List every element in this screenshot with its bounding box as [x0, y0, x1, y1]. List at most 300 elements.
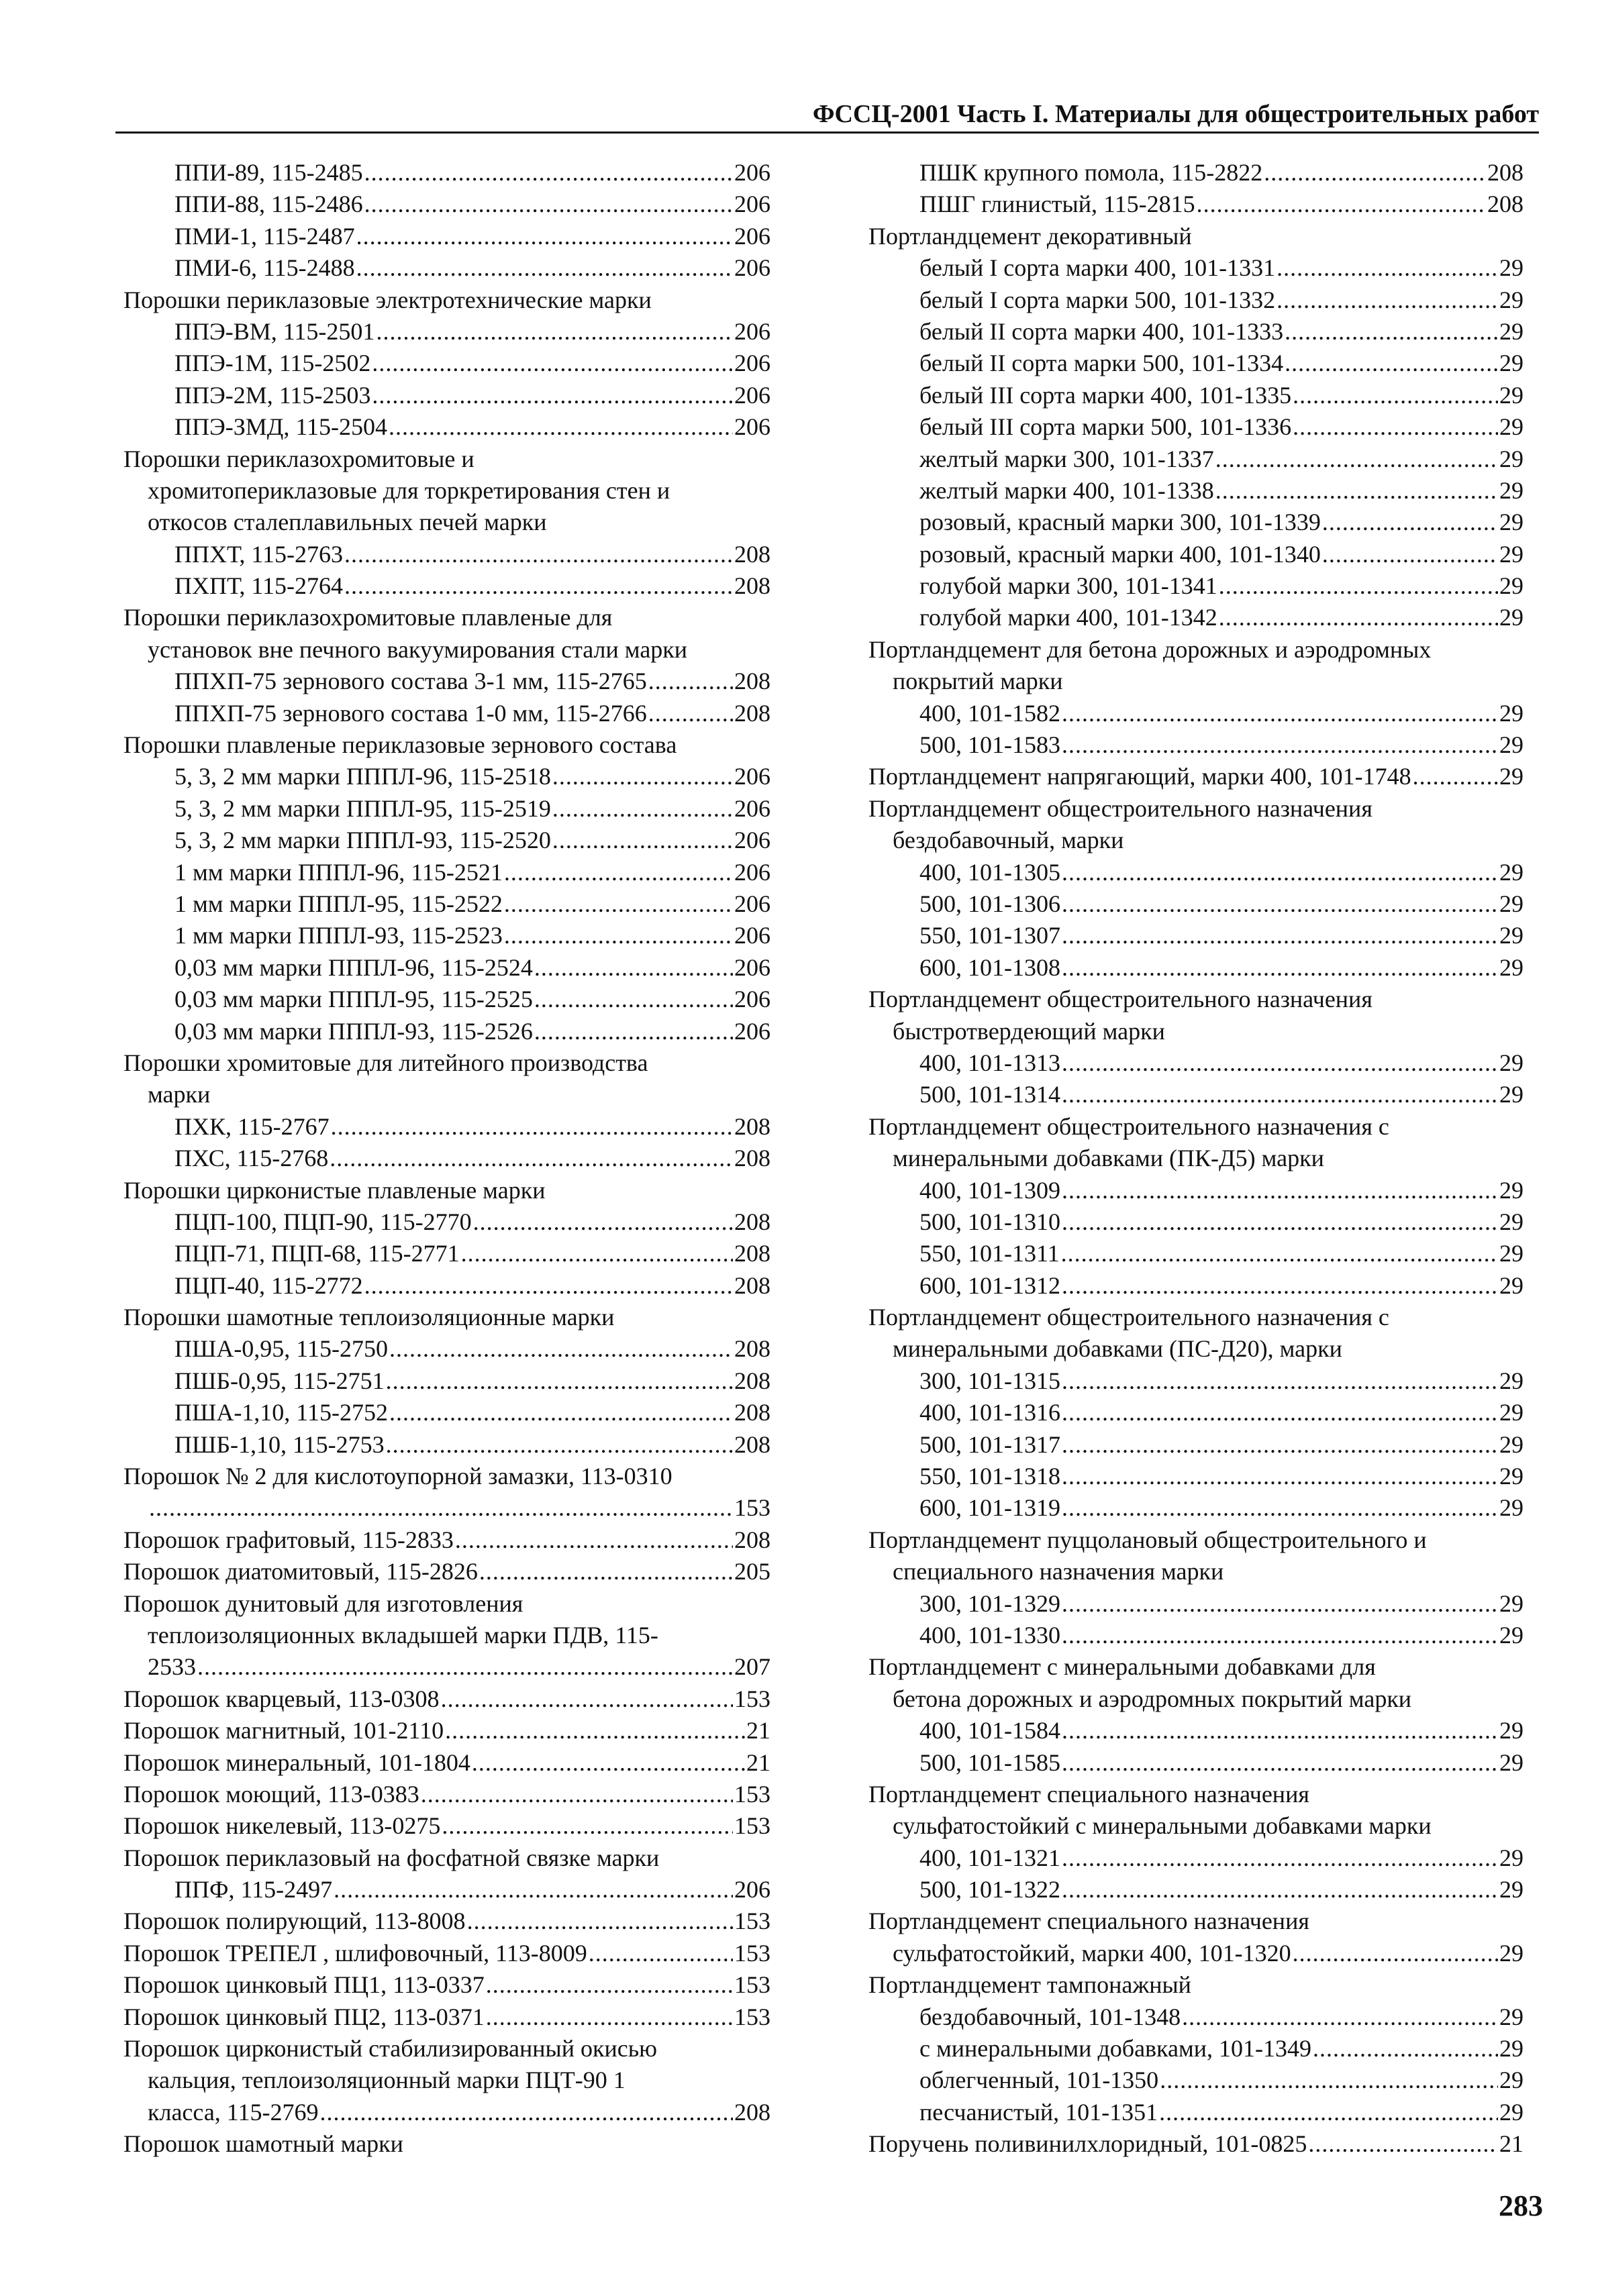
index-entry — [866, 857, 1524, 888]
dot-leader — [1062, 1047, 1498, 1079]
entry-text: ПМИ-6, 115-2488 — [174, 254, 355, 282]
entry-page-number: 29 — [1499, 2098, 1524, 2126]
index-entry — [121, 252, 770, 284]
entry-page-number: 206 — [734, 191, 770, 218]
dot-leader — [364, 189, 733, 220]
index-entry — [866, 189, 1524, 220]
entry-text: 0,03 мм марки ПППЛ-93, 115-2526 — [174, 1017, 533, 1045]
entry-page-number: 29 — [1499, 286, 1524, 313]
dot-leader — [1062, 888, 1498, 920]
index-entry — [866, 252, 1524, 284]
dot-leader — [1062, 1492, 1498, 1524]
entry-page-number: 208 — [734, 1112, 770, 1140]
dot-leader — [389, 1333, 733, 1365]
entry-text: Порошок шамотный марки — [123, 2130, 403, 2158]
entry-page-number: 29 — [1499, 1717, 1524, 1744]
entry-text: белый I сорта марки 400, 101-1331 — [919, 254, 1276, 282]
entry-page-number: 29 — [1499, 922, 1524, 949]
entry-text: Портландцемент специального назначения — [868, 1780, 1309, 1808]
index-entry — [121, 1810, 770, 1842]
index-entry — [866, 1238, 1524, 1269]
entry-text: марки — [148, 1081, 211, 1108]
entry-text: белый III сорта марки 400, 101-1335 — [919, 381, 1292, 409]
index-entry — [866, 1365, 1524, 1397]
entry-text: Порошки цирконистые плавленые марки — [123, 1176, 546, 1204]
index-heading — [866, 1779, 1524, 1810]
index-entry — [121, 1206, 770, 1238]
entry-text: 550, 101-1311 — [919, 1240, 1060, 1267]
dot-leader — [589, 1938, 733, 1969]
entry-page-number: 208 — [734, 1208, 770, 1235]
dot-leader — [344, 539, 733, 570]
entry-text: 400, 101-1305 — [919, 858, 1060, 886]
dot-leader — [389, 1397, 733, 1428]
index-entry — [121, 1938, 770, 1969]
entry-page-number: 29 — [1499, 2035, 1524, 2063]
dot-leader — [1062, 1175, 1498, 1206]
index-entry — [121, 221, 770, 252]
entry-page-number: 21 — [1499, 2130, 1524, 2158]
dot-leader — [534, 984, 733, 1015]
index-entry — [121, 1556, 770, 1587]
index-entry — [866, 1715, 1524, 1746]
entry-text: Порошок диатомитовый, 115-2826 — [123, 1558, 478, 1585]
index-heading — [121, 1047, 770, 1079]
entry-text: Порошок № 2 для кислотоупорной замазки, 113-0310 — [123, 1463, 672, 1490]
dot-leader — [1285, 348, 1498, 379]
index-entry — [121, 1683, 770, 1715]
dot-leader — [648, 666, 733, 697]
entry-text: класса, 115-2769 — [148, 2098, 319, 2126]
dot-leader — [1322, 539, 1498, 570]
entry-page-number: 29 — [1499, 858, 1524, 886]
dot-leader — [442, 1810, 733, 1842]
entry-text: 0,03 мм марки ПППЛ-96, 115-2524 — [174, 953, 533, 981]
dot-leader — [504, 920, 733, 951]
entry-text: Порошок цирконистый стабилизированный окисью — [123, 2035, 658, 2063]
index-heading — [866, 825, 1524, 856]
entry-page-number: 29 — [1499, 731, 1524, 759]
dot-leader — [552, 761, 733, 792]
index-entry — [866, 1620, 1524, 1651]
dot-leader — [356, 252, 733, 284]
entry-text: ПЦП-71, ПЦП-68, 115-2771 — [174, 1240, 460, 1267]
entry-page-number: 29 — [1499, 2003, 1524, 2030]
dot-leader — [1062, 1461, 1498, 1492]
index-entry — [121, 1524, 770, 1556]
entry-page-number: 208 — [734, 1271, 770, 1299]
index-heading — [866, 634, 1524, 666]
entry-page-number: 206 — [734, 159, 770, 186]
index-entry — [866, 443, 1524, 475]
index-entry — [121, 920, 770, 951]
index-entry — [121, 952, 770, 984]
entry-page-number: 208 — [734, 1145, 770, 1172]
dot-leader — [356, 221, 733, 252]
entry-text: Порошок магнитный, 101-2110 — [123, 1717, 444, 1744]
entry-page-number: 21 — [746, 1717, 770, 1744]
dot-leader — [473, 1206, 733, 1238]
dot-leader — [1182, 2001, 1498, 2033]
index-entry — [121, 2097, 770, 2128]
entry-page-number: 29 — [1499, 1176, 1524, 1204]
dot-leader — [319, 2097, 733, 2128]
index-entry — [866, 2065, 1524, 2096]
dot-leader — [386, 1429, 733, 1461]
entry-text: 400, 101-1330 — [919, 1621, 1060, 1649]
entry-page-number: 206 — [734, 222, 770, 250]
entry-page-number: 206 — [734, 254, 770, 282]
entry-page-number: 153 — [734, 1939, 770, 1967]
index-heading — [866, 1556, 1524, 1587]
index-entry — [866, 729, 1524, 761]
index-entry — [121, 793, 770, 825]
entry-text: ПША-0,95, 115-2750 — [174, 1335, 388, 1363]
entry-page-number: 153 — [734, 2003, 770, 2030]
dot-leader — [331, 1111, 733, 1143]
entry-page-number: 207 — [734, 1653, 770, 1681]
dot-leader — [1062, 698, 1498, 729]
index-entry — [121, 984, 770, 1015]
entry-text: бездобавочный, марки — [893, 827, 1124, 854]
entry-page-number: 29 — [1499, 1876, 1524, 1903]
entry-page-number: 153 — [734, 1971, 770, 1999]
entry-text: Порошок минеральный, 101-1804 — [123, 1749, 470, 1776]
entry-page-number: 208 — [734, 1335, 770, 1363]
entry-text: ППЭ-2М, 115-2503 — [174, 381, 371, 409]
entry-text: Порошки хромитовые для литейного производства — [123, 1049, 648, 1076]
index-entry — [866, 570, 1524, 602]
entry-text: Портландцемент общестроительного назначения с — [868, 1304, 1389, 1331]
index-entry — [121, 1333, 770, 1365]
entry-text: сульфатостойкий с минеральными добавками марки — [893, 1812, 1432, 1840]
index-entry — [866, 1397, 1524, 1428]
entry-page-number: 29 — [1499, 1430, 1524, 1458]
dot-leader — [1322, 507, 1498, 538]
index-entry — [866, 761, 1524, 792]
entry-text: Портландцемент для бетона дорожных и аэродромных — [868, 635, 1432, 663]
index-heading — [121, 1302, 770, 1333]
entry-text: минеральными добавками (ПК-Д5) марки — [893, 1145, 1324, 1172]
index-heading — [121, 1079, 770, 1110]
dot-leader — [1062, 1874, 1498, 1906]
entry-page-number: 29 — [1499, 1208, 1524, 1235]
index-entry — [121, 825, 770, 856]
index-heading — [866, 1333, 1524, 1365]
dot-leader — [1313, 2033, 1498, 2065]
index-heading — [866, 1143, 1524, 1174]
entry-page-number: 29 — [1499, 1271, 1524, 1299]
entry-text: Портландцемент специального назначения — [868, 1908, 1309, 1935]
entry-page-number: 29 — [1499, 381, 1524, 409]
entry-page-number: 205 — [734, 1558, 770, 1585]
entry-text: Порошок дунитовый для изготовления — [123, 1589, 523, 1617]
index-entry — [121, 761, 770, 792]
entry-text: 5, 3, 2 мм марки ПППЛ-96, 115-2518 — [174, 763, 551, 790]
entry-text: розовый, красный марки 400, 101-1340 — [919, 540, 1321, 568]
entry-page-number: 208 — [734, 1399, 770, 1426]
dot-leader — [1062, 952, 1498, 984]
index-entry — [121, 1429, 770, 1461]
entry-text: белый II сорта марки 500, 101-1334 — [919, 350, 1284, 377]
entry-page-number: 29 — [1499, 1240, 1524, 1267]
entry-page-number: 208 — [734, 1367, 770, 1394]
entry-text: хромитопериклазовые для торкретирования стен и — [148, 476, 670, 504]
entry-page-number: 208 — [734, 699, 770, 727]
entry-text: Портландцемент общестроительного назначения — [868, 986, 1372, 1013]
index-heading — [121, 507, 770, 538]
entry-text: 500, 101-1317 — [919, 1430, 1060, 1458]
entry-text: ППИ-89, 115-2485 — [174, 159, 363, 186]
entry-text: 1 мм марки ПППЛ-96, 115-2521 — [174, 858, 503, 886]
dot-leader — [1264, 157, 1486, 189]
entry-text: покрытий марки — [893, 668, 1063, 695]
entry-text: ПХС, 115-2768 — [174, 1145, 329, 1172]
entry-page-number: 29 — [1499, 763, 1524, 790]
dot-leader — [1062, 1747, 1498, 1779]
entry-text: 600, 101-1319 — [919, 1494, 1060, 1522]
dot-leader — [1061, 1238, 1498, 1269]
index-heading — [121, 1175, 770, 1206]
dot-leader — [344, 570, 733, 602]
entry-page-number: 206 — [734, 1017, 770, 1045]
entry-text: ППХП-75 зернового состава 1-0 мм, 115-2766 — [174, 699, 647, 727]
entry-page-number: 206 — [734, 922, 770, 949]
dot-leader — [552, 825, 733, 856]
entry-text: белый III сорта марки 500, 101-1336 — [919, 413, 1292, 441]
dot-leader — [455, 1524, 733, 1556]
index-entry — [866, 920, 1524, 951]
dot-leader — [1277, 284, 1498, 316]
dot-leader — [1062, 1397, 1498, 1428]
entry-text: Портландцемент общестроительного назначения с — [868, 1112, 1389, 1140]
index-entry — [866, 2001, 1524, 2033]
dot-leader — [1413, 761, 1498, 792]
dot-leader — [330, 1143, 733, 1174]
entry-text: Порошок полирующий, 113-8008 — [123, 1908, 466, 1935]
dot-leader — [1219, 570, 1498, 602]
entry-text: сульфатостойкий, марки 400, 101-1320 — [893, 1939, 1291, 1967]
entry-page-number: 206 — [734, 413, 770, 441]
entry-text: 500, 101-1310 — [919, 1208, 1060, 1235]
entry-text: 5, 3, 2 мм марки ПППЛ-95, 115-2519 — [174, 794, 551, 822]
index-heading — [121, 2065, 770, 2096]
entry-text: ПШГ глинистый, 115-2815 — [919, 191, 1195, 218]
index-entry — [121, 1111, 770, 1143]
dot-leader — [1062, 1588, 1498, 1620]
index-heading — [121, 443, 770, 475]
entry-text: 300, 101-1315 — [919, 1367, 1060, 1394]
entry-page-number: 206 — [734, 986, 770, 1013]
index-heading — [866, 1302, 1524, 1333]
index-entry — [121, 666, 770, 697]
index-entry — [866, 284, 1524, 316]
dot-leader — [386, 1365, 733, 1397]
entry-page-number: 206 — [734, 317, 770, 345]
entry-text: 550, 101-1318 — [919, 1463, 1060, 1490]
index-entry — [866, 1047, 1524, 1079]
entry-text: 5, 3, 2 мм марки ПППЛ-93, 115-2520 — [174, 827, 551, 854]
index-entry — [121, 1016, 770, 1047]
entry-text: 600, 101-1312 — [919, 1271, 1060, 1299]
index-entry — [121, 411, 770, 443]
entry-page-number: 208 — [734, 1240, 770, 1267]
entry-page-number: 208 — [734, 540, 770, 568]
entry-text: Порошок никелевый, 113-0275 — [123, 1812, 441, 1840]
entry-page-number: 29 — [1499, 254, 1524, 282]
index-entry — [121, 1874, 770, 1906]
index-entry — [866, 1938, 1524, 1969]
index-heading — [121, 1620, 770, 1651]
entry-text: 400, 101-1321 — [919, 1844, 1060, 1871]
entry-page-number: 206 — [734, 381, 770, 409]
entry-page-number: 29 — [1499, 572, 1524, 600]
entry-page-number: 29 — [1499, 2067, 1524, 2094]
dot-leader — [1293, 1938, 1498, 1969]
index-entry — [121, 1779, 770, 1810]
dot-leader — [372, 348, 733, 379]
entry-text: кальция, теплоизоляционный марки ПЦТ-90 1 — [148, 2067, 626, 2094]
index-entry — [866, 2128, 1524, 2160]
index-heading — [866, 1906, 1524, 1937]
entry-page-number: 29 — [1499, 317, 1524, 345]
index-heading — [121, 284, 770, 316]
index-heading — [866, 1524, 1524, 1556]
entry-text: 300, 101-1329 — [919, 1589, 1060, 1617]
entry-text: желтый марки 300, 101-1337 — [919, 445, 1214, 472]
entry-text: Порошок периклазовый на фосфатной связке марки — [123, 1844, 660, 1871]
entry-text: ПЦП-100, ПЦП-90, 115-2770 — [174, 1208, 472, 1235]
entry-text: Портландцемент декоративный — [868, 222, 1192, 250]
index-heading — [866, 1111, 1524, 1143]
index-entry — [121, 1906, 770, 1937]
entry-page-number: 153 — [734, 1494, 770, 1522]
dot-leader — [1062, 729, 1498, 761]
entry-text: Порошки периклазовые электротехнические марки — [123, 286, 652, 313]
index-entry — [121, 157, 770, 189]
entry-text: Порошок графитовый, 115-2833 — [123, 1526, 454, 1553]
entry-page-number: 29 — [1499, 953, 1524, 981]
index-entry — [121, 1270, 770, 1302]
index-entry — [866, 157, 1524, 189]
index-entry — [121, 1238, 770, 1269]
entry-page-number: 208 — [1487, 159, 1524, 186]
dot-leader — [534, 952, 733, 984]
entry-page-number: 208 — [734, 1430, 770, 1458]
index-entry — [866, 888, 1524, 920]
entry-page-number: 29 — [1499, 413, 1524, 441]
entry-page-number: 29 — [1499, 1049, 1524, 1076]
index-heading — [866, 666, 1524, 697]
index-entry — [121, 1715, 770, 1746]
entry-text: бетона дорожных и аэродромных покрытий марки — [893, 1685, 1412, 1712]
entry-page-number: 29 — [1499, 1367, 1524, 1394]
index-heading — [866, 221, 1524, 252]
entry-text: Порошок цинковый ПЦ1, 113-0337 — [123, 1971, 485, 1999]
entry-text: Порошок кварцевый, 113-0308 — [123, 1685, 440, 1712]
index-entry — [121, 1747, 770, 1779]
entry-text: ППИ-88, 115-2486 — [174, 191, 363, 218]
entry-text: 2533 — [148, 1653, 196, 1681]
entry-page-number: 29 — [1499, 445, 1524, 472]
dot-leader — [534, 1016, 733, 1047]
entry-text: с минеральными добавками, 101-1349 — [919, 2035, 1312, 2063]
header-title: ФССЦ-2001 Часть I. Материалы для общестроительных работ — [812, 100, 1539, 128]
entry-text: ПХПТ, 115-2764 — [174, 572, 344, 600]
dot-leader — [441, 1683, 733, 1715]
entry-page-number: 208 — [734, 1526, 770, 1553]
entry-page-number: 21 — [746, 1749, 770, 1776]
index-entry — [121, 1651, 770, 1683]
entry-text: установок вне печного вакуумирования стали марки — [148, 635, 688, 663]
entry-text: Порошок ТРЕПЕЛ , шлифовочный, 113-8009 — [123, 1939, 587, 1967]
index-entry — [866, 952, 1524, 984]
entry-text: голубой марки 400, 101-1342 — [919, 604, 1217, 631]
index-entry — [121, 2001, 770, 2033]
dot-leader — [648, 698, 733, 729]
entry-text: ПЦП-40, 115-2772 — [174, 1271, 363, 1299]
entry-page-number: 153 — [734, 1812, 770, 1840]
entry-page-number: 29 — [1499, 509, 1524, 536]
entry-page-number: 29 — [1499, 1494, 1524, 1522]
index-entry — [866, 2033, 1524, 2065]
entry-page-number: 153 — [734, 1780, 770, 1808]
entry-text: теплоизоляционных вкладышей марки ПДВ, 115- — [148, 1621, 658, 1649]
index-entry — [121, 698, 770, 729]
entry-text: 500, 101-1306 — [919, 890, 1060, 917]
index-entry — [866, 475, 1524, 507]
entry-page-number: 208 — [734, 668, 770, 695]
entry-page-number: 208 — [734, 572, 770, 600]
index-heading — [121, 1842, 770, 1874]
entry-text: облегченный, 101-1350 — [919, 2067, 1159, 2094]
entry-text: 400, 101-1582 — [919, 699, 1060, 727]
entry-page-number: 29 — [1499, 1463, 1524, 1490]
entry-text: ППЭ-ЗМД, 115-2504 — [174, 413, 388, 441]
entry-text: Портландцемент напрягающий, марки 400, 101-1748 — [868, 763, 1411, 790]
entry-text: 400, 101-1309 — [919, 1176, 1060, 1204]
index-entry — [866, 1874, 1524, 1906]
index-column-right — [866, 157, 1524, 2160]
entry-page-number: 206 — [734, 1876, 770, 1903]
dot-leader — [1062, 857, 1498, 888]
index-entry — [121, 1397, 770, 1428]
index-entry — [866, 698, 1524, 729]
entry-page-number: 208 — [734, 2098, 770, 2126]
dot-leader — [1159, 2097, 1498, 2128]
dot-leader — [1062, 1715, 1498, 1746]
index-entry — [866, 316, 1524, 348]
entry-page-number: 206 — [734, 858, 770, 886]
entry-page-number: 29 — [1499, 1749, 1524, 1776]
entry-page-number: 29 — [1499, 1589, 1524, 1617]
entry-text: розовый, красный марки 300, 101-1339 — [919, 509, 1321, 536]
index-heading — [866, 793, 1524, 825]
dot-leader — [1197, 189, 1486, 220]
entry-page-number: 29 — [1499, 890, 1524, 917]
entry-text: ППХТ, 115-2763 — [174, 540, 344, 568]
page-header — [115, 101, 1539, 134]
entry-text: Порошки плавленые периклазовые зернового состава — [123, 731, 677, 759]
entry-text: желтый марки 400, 101-1338 — [919, 476, 1214, 504]
entry-page-number: 29 — [1499, 1844, 1524, 1871]
entry-text: ПШБ-0,95, 115-2751 — [174, 1367, 385, 1394]
entry-text: белый I сорта марки 500, 101-1332 — [919, 286, 1276, 313]
entry-text: ПШК крупного помола, 115-2822 — [919, 159, 1263, 186]
entry-text: ПХК, 115-2767 — [174, 1112, 330, 1140]
entry-text: Порошок моющий, 113-0383 — [123, 1780, 419, 1808]
dot-leader — [472, 1747, 745, 1779]
